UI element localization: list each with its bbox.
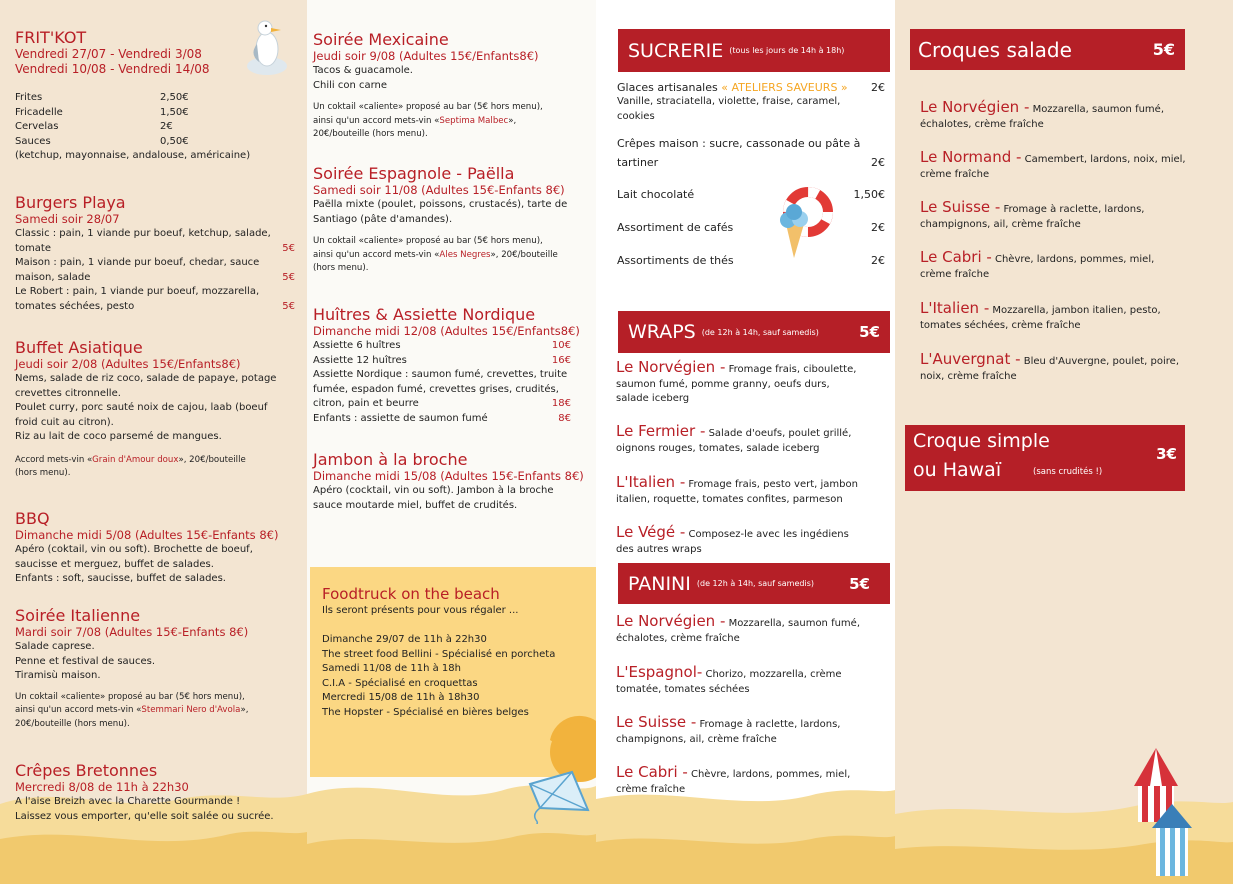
foodtruck-line: The street food Bellini - Spécialisé en porcheta [322,648,556,660]
panel-left [0,0,307,884]
menu-item-desc: salade iceberg [616,393,690,404]
foodtruck-line: C.I.A - Spécialisé en croquettas [322,677,478,689]
menu-item-desc: Fromage frais, pesto vert, jambon [688,479,858,490]
menu-item-desc: champignons, ail, crème fraîche [616,733,777,745]
text-line: Assiette Nordique : saumon fumé, crevettes, truite [313,369,568,380]
bbq-section [15,509,300,587]
menu-item-name: Le Norvégien - [920,98,1030,116]
wine-pairing [15,454,300,468]
asiatique-section [15,338,300,481]
croque-simple-title-1: Croque simple [913,430,1050,452]
croques-price: 5€ [1152,40,1175,59]
wraps-title: WRAPS [628,321,696,343]
menu-item-name: Enfants : assiette de saumon fumé [313,412,488,424]
wine-pairing [313,115,593,129]
menu-line [313,397,585,412]
burger-price: 5€ [282,271,295,283]
fritkot-price-list [15,91,250,149]
menu-item-name: Assiette 6 huîtres [313,340,401,351]
menu-item-name: Le Norvégien - [616,358,726,376]
foodtruck-line: Dimanche 29/07 de 11h à 22h30 [322,634,487,645]
menu-item-desc: Mozzarella, saumon fumé, [728,618,861,629]
menu-item-desc: crème fraîche [920,268,990,280]
wrap-item [616,424,886,456]
menu-line [617,253,885,268]
mexicaine-title: Soirée Mexicaine [313,30,449,49]
asiatique-date: Jeudi soir 2/08 (Adultes 15€/Enfants8€) [15,357,241,371]
menu-item-name: tartiner [617,156,659,169]
menu-item-desc: oignons rouges, tomates, salade iceberg [616,442,820,454]
text-line: Un coktail «caliente» proposé au bar (5€ hors menu), [15,691,245,702]
text-line: Laissez vous emporter, qu'elle soit salée ou sucrée. [15,810,274,822]
wine-name: Grain d'Amour doux [92,454,179,465]
fritkot-title: FRIT'KOT [15,28,87,47]
text-line: Penne et festival de sauces. [15,655,156,667]
menu-item-name: Le Cabri - [920,248,992,266]
menu-line [617,80,885,95]
jambon-section [313,450,593,513]
menu-item-price: 2,50€ [160,92,189,103]
foodtruck-line: Mercredi 15/08 de 11h à 18h30 [322,692,480,703]
burger-line [15,271,295,286]
text-line: crevettes citronnelle. [15,387,121,399]
burger-line [15,242,295,257]
menu-item-name: Sauces [15,135,51,147]
text-line: (hors menu). [313,263,369,273]
menu-item-name: Frites [15,92,43,103]
sauces-note: (ketchup, mayonnaise, andalouse, américaine) [15,150,251,161]
menu-item-price: 2€ [160,121,173,132]
panini-title: PANINI [628,572,691,595]
menu-item-price: 2€ [871,156,885,169]
menu-line [313,354,585,369]
text-line: Poulet curry, porc sauté noix de cajou, laab (boeuf [15,402,268,413]
huitres-title: Huîtres & Assiette Nordique [313,305,536,324]
text-line: Riz au lait de coco parsemé de mangues. [15,431,222,442]
text-line: Enfants : soft, saucisse, buffet de salades. [15,573,226,584]
menu-item-desc: Camembert, lardons, noix, miel, [1024,154,1186,165]
text-line: 20€/bouteille (hors menu). [15,718,130,729]
menu-line [617,220,885,235]
text-line: 20€/bouteille (hors menu). [313,129,428,139]
text-line: Apéro (coktail, vin ou soft). Brochette de boeuf, [15,544,253,555]
foodtruck-title: Foodtruck on the beach [322,585,500,603]
text: », [508,115,517,126]
jambon-title: Jambon à la broche [313,450,468,469]
croque-item [920,352,1225,384]
menu-line [617,155,885,170]
wraps-price: 5€ [859,323,880,341]
text-line: Tacos & guacamole. [313,65,413,76]
wrap-item [616,475,886,507]
burger-line: Le Robert : pain, 1 viande pur boeuf, mozzarella, [15,286,260,297]
menu-item-desc: noix, crème fraîche [920,370,1017,382]
menu-item-name: L'Italien - [616,473,686,491]
menu-item-desc: Bleu d'Auvergne, poulet, poire, [1023,356,1179,367]
menu-line [617,187,885,202]
sun-and-kite-illustration [510,712,600,824]
burger-line [15,300,295,315]
menu-item-desc: Chèvre, lardons, pommes, miel, [690,769,851,780]
text: ainsi qu'un accord mets-vin « [313,115,440,126]
menu-item-name: Assortiment de cafés [617,221,734,234]
wrap-item [616,360,886,407]
croque-item [920,150,1220,182]
croque-simple-price: 3€ [1156,445,1177,463]
crepes-date: Mercredi 8/08 de 11h à 22h30 [15,780,189,794]
menu-item-desc: crème fraîche [920,168,990,180]
burger-line: Classic : pain, 1 viande pur boeuf, ketchup, salade, [15,228,271,239]
menu-item-price: 2€ [871,221,885,234]
espagnole-title: Soirée Espagnole - Paëlla [313,164,515,183]
burger-text: maison, salade [15,271,91,283]
mexicaine-section [313,30,593,142]
text-line: Apéro (cocktail, vin ou soft). Jambon à la broche [313,485,554,496]
menu-item-price: 1,50€ [853,188,885,201]
panini-item [616,665,886,697]
menu-item-desc: Fromage frais, ciboulette, [728,364,857,375]
menu-line [313,339,585,354]
italienne-title: Soirée Italienne [15,606,141,625]
crepes-section [15,761,300,824]
menu-item-name: Lait chocolaté [617,188,695,201]
menu-item-desc: Chorizo, mozzarella, crème [705,669,842,680]
fritkot-date-2: Vendredi 10/08 - Vendredi 14/08 [15,62,210,76]
menu-item-price: 0,50€ [160,135,189,147]
menu-item-price: 2€ [871,81,885,94]
wine-name: Ales Negres [439,249,491,260]
menu-item-desc: champignons, ail, crème fraîche [920,218,1081,230]
menu-item-price: 1,50€ [160,106,189,118]
foodtruck-line: Samedi 11/08 de 11h à 18h [322,663,461,674]
menu-item-name: L'Auvergnat - [920,350,1021,368]
text-line: Un coktail «caliente» proposé au bar (5€ hors menu), [313,236,543,246]
text-line: Un coktail «caliente» proposé au bar (5€ hors menu), [313,102,543,112]
menu-item-desc: échalotes, crème fraîche [616,632,740,644]
beach-hut-icon [1120,748,1202,878]
panini-item [616,765,886,797]
menu-item-desc: Chèvre, lardons, pommes, miel, [994,254,1155,265]
menu-line [313,412,585,427]
text-line: Nems, salade de riz coco, salade de papaye, potage [15,373,277,384]
wraps-hours: (de 12h à 14h, sauf samedis) [701,327,819,337]
text-line: Crêpes maison : sucre, cassonade ou pâte à [617,137,861,150]
panini-item [616,715,886,747]
text-line: Tiramisù maison. [15,670,101,681]
wine-name: Septima Malbec [439,115,509,126]
panini-price: 5€ [849,574,870,593]
text: Glaces artisanales [617,81,718,94]
croque-simple-box [905,425,1185,491]
text: ainsi qu'un accord mets-vin « [313,249,440,260]
text-line: saucisse et merguez, buffet de salades. [15,558,214,570]
menu-item-price: 16€ [551,354,571,366]
espagnole-section [313,164,593,276]
menu-item-price: 2€ [871,254,885,267]
text-line: Chili con carne [313,79,388,91]
huitres-section [313,305,585,426]
text-line: Vanille, straciatella, violette, fraise, caramel, [617,96,841,107]
wine-pairing [15,704,300,718]
bbq-date: Dimanche midi 5/08 (Adultes 15€-Enfants 8€) [15,528,279,542]
croque-item [920,100,1220,132]
seagull-icon [245,14,291,76]
text: », [240,705,249,715]
panini-item [616,614,886,646]
menu-item-desc: échalotes, crème fraîche [920,118,1044,130]
burger-price: 5€ [282,300,295,312]
menu-item-name: Le Fermier - [616,422,706,440]
croque-simple-title-2: ou Hawaï [913,459,1002,481]
menu-item-name: Assiette 12 huîtres [313,354,407,366]
text: », 20€/bouteille [178,454,246,465]
wraps-header [618,311,890,353]
menu-item-desc: Salade d'oeufs, poulet grillé, [708,428,852,439]
sucrerie-title: SUCRERIE [628,39,724,62]
ice-cream-lifebuoy-icon [770,186,836,262]
croque-item [920,250,1220,282]
menu-item-name: L'Italien - [920,299,990,317]
text-line: A l'aise Breizh avec la Charette Gourmande ! [15,796,241,807]
menu-item-desc: Fromage à raclette, lardons, [1003,204,1145,215]
menu-item-desc: italien, roquette, tomates confites, parmeson [616,493,843,505]
text: », 20€/bouteille [490,249,558,260]
menu-item-name: Le Cabri - [616,763,688,781]
menu-item-desc: saumon fumé, pomme granny, oeufs durs, [616,378,830,390]
menu-item-desc: Fromage à raclette, lardons, [699,719,841,730]
fritkot-section [15,28,250,164]
menu-item-desc: tomatée, tomates séchées [616,683,750,695]
huitres-date: Dimanche midi 12/08 (Adultes 15€/Enfants8€) [313,324,580,338]
foodtruck-intro: Ils seront présents pour vous régaler ... [322,605,519,616]
menu-item-desc: des autres wraps [616,543,702,555]
text-line: Paëlla mixte (poulet, poissons, crustacés), tarte de [313,199,568,210]
burgers-date: Samedi soir 28/07 [15,212,120,226]
crepes-title: Crêpes Bretonnes [15,761,158,780]
text-line: fumée, espadon fumé, crevettes grises, crudités, [313,383,559,395]
menu-item-desc: Mozzarella, saumon fumé, [1032,104,1165,115]
text: Accord mets-vin « [15,454,93,465]
burger-line: Maison : pain, 1 viande pur boeuf, chedar, sauce [15,257,260,268]
mexicaine-date: Jeudi soir 9/08 (Adultes 15€/Enfants8€) [313,49,539,63]
menu-item-price: 8€ [558,412,571,424]
menu-item-desc: Mozzarella, jambon italien, pesto, [992,305,1161,316]
wrap-item [616,525,886,557]
menu-item-price: 18€ [551,398,571,409]
foodtruck-line: The Hopster - Spécialisé en bières belges [322,706,529,718]
espagnole-date: Samedi soir 11/08 (Adultes 15€-Enfants 8€) [313,183,565,197]
menu-item-name: Le Norvégien - [616,612,726,630]
menu-item-name: Cervelas [15,121,59,132]
menu-item-name: Le Végé - [616,523,686,541]
text-line: cookies [617,110,655,122]
croque-item [920,301,1220,333]
burger-text: tomate [15,242,51,254]
panini-hours: (de 12h à 14h, sauf samedis) [696,579,814,588]
foodtruck-list [322,633,555,720]
asiatique-title: Buffet Asiatique [15,338,143,357]
menu-item-desc: tomates séchées, crème fraîche [920,319,1081,331]
text-line: (hors menu). [15,468,71,478]
wine-pairing [313,249,593,263]
burger-text: tomates séchées, pesto [15,300,135,312]
menu-item-name: Assortiments de thés [617,254,734,267]
italienne-date: Mardi soir 7/08 (Adultes 15€-Enfants 8€) [15,625,249,639]
panini-header [618,563,890,604]
wine-name: Stemmari Nero d'Avola [141,705,241,715]
croque-item [920,200,1220,232]
menu-item-name: Fricadelle [15,106,63,118]
text-line: sauce moutarde miel, buffet de crudités. [313,499,518,511]
sucrerie-hours: (tous les jours de 14h à 18h) [729,46,845,55]
croques-title: Croques salade [918,37,1072,62]
text-line: Salade caprese. [15,641,95,652]
croques-header [910,29,1185,70]
bbq-title: BBQ [15,509,50,528]
sucrerie-header [618,29,890,72]
croque-simple-note: (sans crudités !) [1033,467,1103,477]
fritkot-date-1: Vendredi 27/07 - Vendredi 3/08 [15,47,202,61]
menu-item-desc: Composez-le avec les ingédiens [688,529,849,540]
menu-item-name [617,80,848,95]
menu-item-name: citron, pain et beurre [313,398,419,409]
menu-item-price: 10€ [551,340,571,351]
burgers-title: Burgers Playa [15,193,126,212]
text-line: Santiago (pâte d'amandes). [313,213,453,225]
menu-item-name: Le Normand - [920,148,1022,166]
menu-item-name: L'Espagnol- [616,663,703,681]
brand-name: « ATELIERS SAVEURS » [721,81,848,94]
burger-price: 5€ [282,242,295,254]
menu-item-name: Le Suisse - [920,198,1001,216]
italienne-section [15,606,300,731]
text: ainsi qu'un accord mets-vin « [15,705,142,715]
menu-item-desc: crème fraîche [616,783,686,795]
menu-item-name: Le Suisse - [616,713,697,731]
burgers-section [15,193,295,314]
text-line: froid cuit au citron). [15,416,114,428]
jambon-date: Dimanche midi 15/08 (Adultes 15€-Enfants 8€) [313,469,584,483]
sucrerie-list [617,80,885,268]
